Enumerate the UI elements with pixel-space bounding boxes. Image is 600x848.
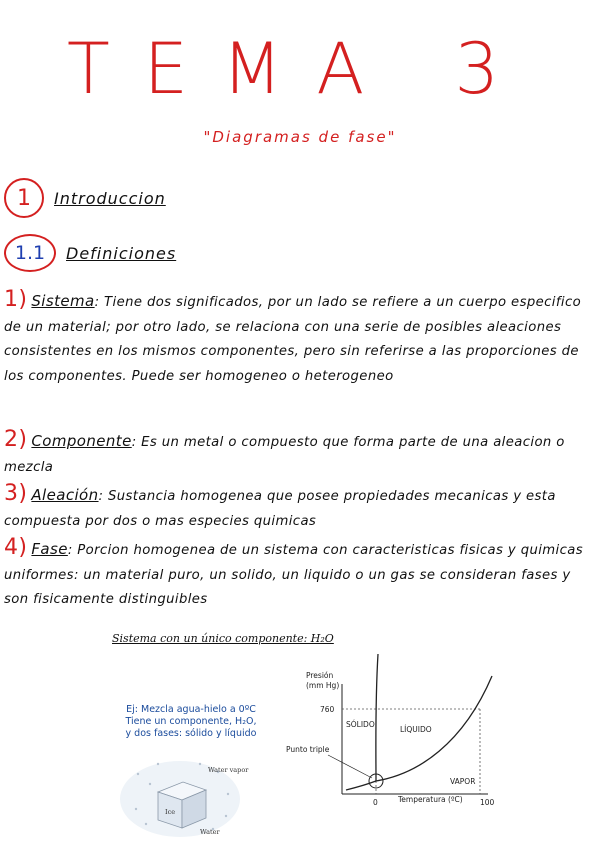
y-axis-label: Presión — [306, 671, 334, 680]
sublimation-curve — [346, 781, 376, 790]
example-line: Tiene un componente, H₂O, — [125, 716, 257, 727]
phase-diagram — [286, 654, 495, 807]
definition-number: 1) — [4, 287, 28, 312]
example-line: Ej: Mezcla agua-hielo a 0ºC — [126, 704, 256, 715]
section-number-badge: 1 — [4, 178, 44, 218]
definition-number: 4) — [4, 535, 28, 560]
section-label: Definiciones — [66, 243, 177, 263]
definition-sistema — [4, 288, 596, 389]
x-axis-label: Temperatura (ºC) — [398, 795, 463, 804]
y-tick-760: 760 — [320, 705, 335, 714]
section-label: Introduccion — [54, 188, 166, 208]
water-label: Water — [200, 828, 220, 836]
x-tick-100: 100 — [480, 798, 495, 807]
example-line: y dos fases: sólido y líquido — [125, 728, 257, 739]
definition-number: 3) — [4, 481, 28, 506]
melting-curve — [376, 654, 378, 781]
definition-fase — [4, 536, 596, 613]
figure-graphics — [88, 624, 500, 844]
page-subtitle: "Diagramas de fase" — [203, 128, 397, 146]
x-tick-0: 0 — [373, 798, 378, 807]
section-introduccion — [4, 178, 166, 218]
page-title: TEMA 3 — [66, 28, 534, 110]
definition-text: : Porcion homogenea de un sistema con caracteristicas fisicas y quimicas uniformes: un material puro, un solido, un liquido o un gas se consideran fases y son fisicamente distinguibles — [4, 543, 583, 607]
definition-term: Aleación — [31, 486, 99, 504]
definition-term: Fase — [31, 540, 68, 558]
ice-cube-illustration — [120, 761, 249, 837]
definition-componente — [4, 428, 596, 480]
triple-point-label: Punto triple — [286, 745, 330, 754]
vaporization-curve — [376, 676, 492, 781]
definition-text: : Es un metal o compuesto que forma parte de una aleacion o mezcla — [4, 435, 565, 475]
definition-aleacion — [4, 482, 596, 534]
water-vapor-label: Water vapor — [208, 766, 249, 774]
ice-label: Ice — [165, 808, 176, 816]
definition-number: 2) — [4, 427, 28, 452]
region-solid-label: SÓLIDO — [346, 720, 375, 729]
region-vapor-label: VAPOR — [450, 777, 476, 786]
definition-term: Componente — [31, 432, 132, 450]
section-definiciones — [4, 234, 176, 272]
phase-diagram-figure — [88, 624, 500, 844]
section-number-badge: 1.1 — [4, 234, 56, 272]
definition-text: : Sustancia homogenea que posee propiedades mecanicas y esta compuesta por dos o mas especies quimicas — [4, 489, 556, 529]
figure-caption: Sistema con un único componente: H₂O — [112, 632, 334, 645]
triple-point-pointer — [328, 755, 372, 778]
definition-term: Sistema — [31, 292, 95, 310]
y-axis-unit: (mm Hg) — [306, 681, 340, 690]
region-liquid-label: LÍQUIDO — [400, 725, 432, 734]
definition-text: : Tiene dos significados, por un lado se refiere a un cuerpo especifico de un material; por otro lado, se relaciona con una serie de posibles aleaciones consistentes en los mismos componentes, pero sin referirse a las proporciones de los componentes. Puede ser homogeneo o heterogeneo — [4, 295, 582, 384]
